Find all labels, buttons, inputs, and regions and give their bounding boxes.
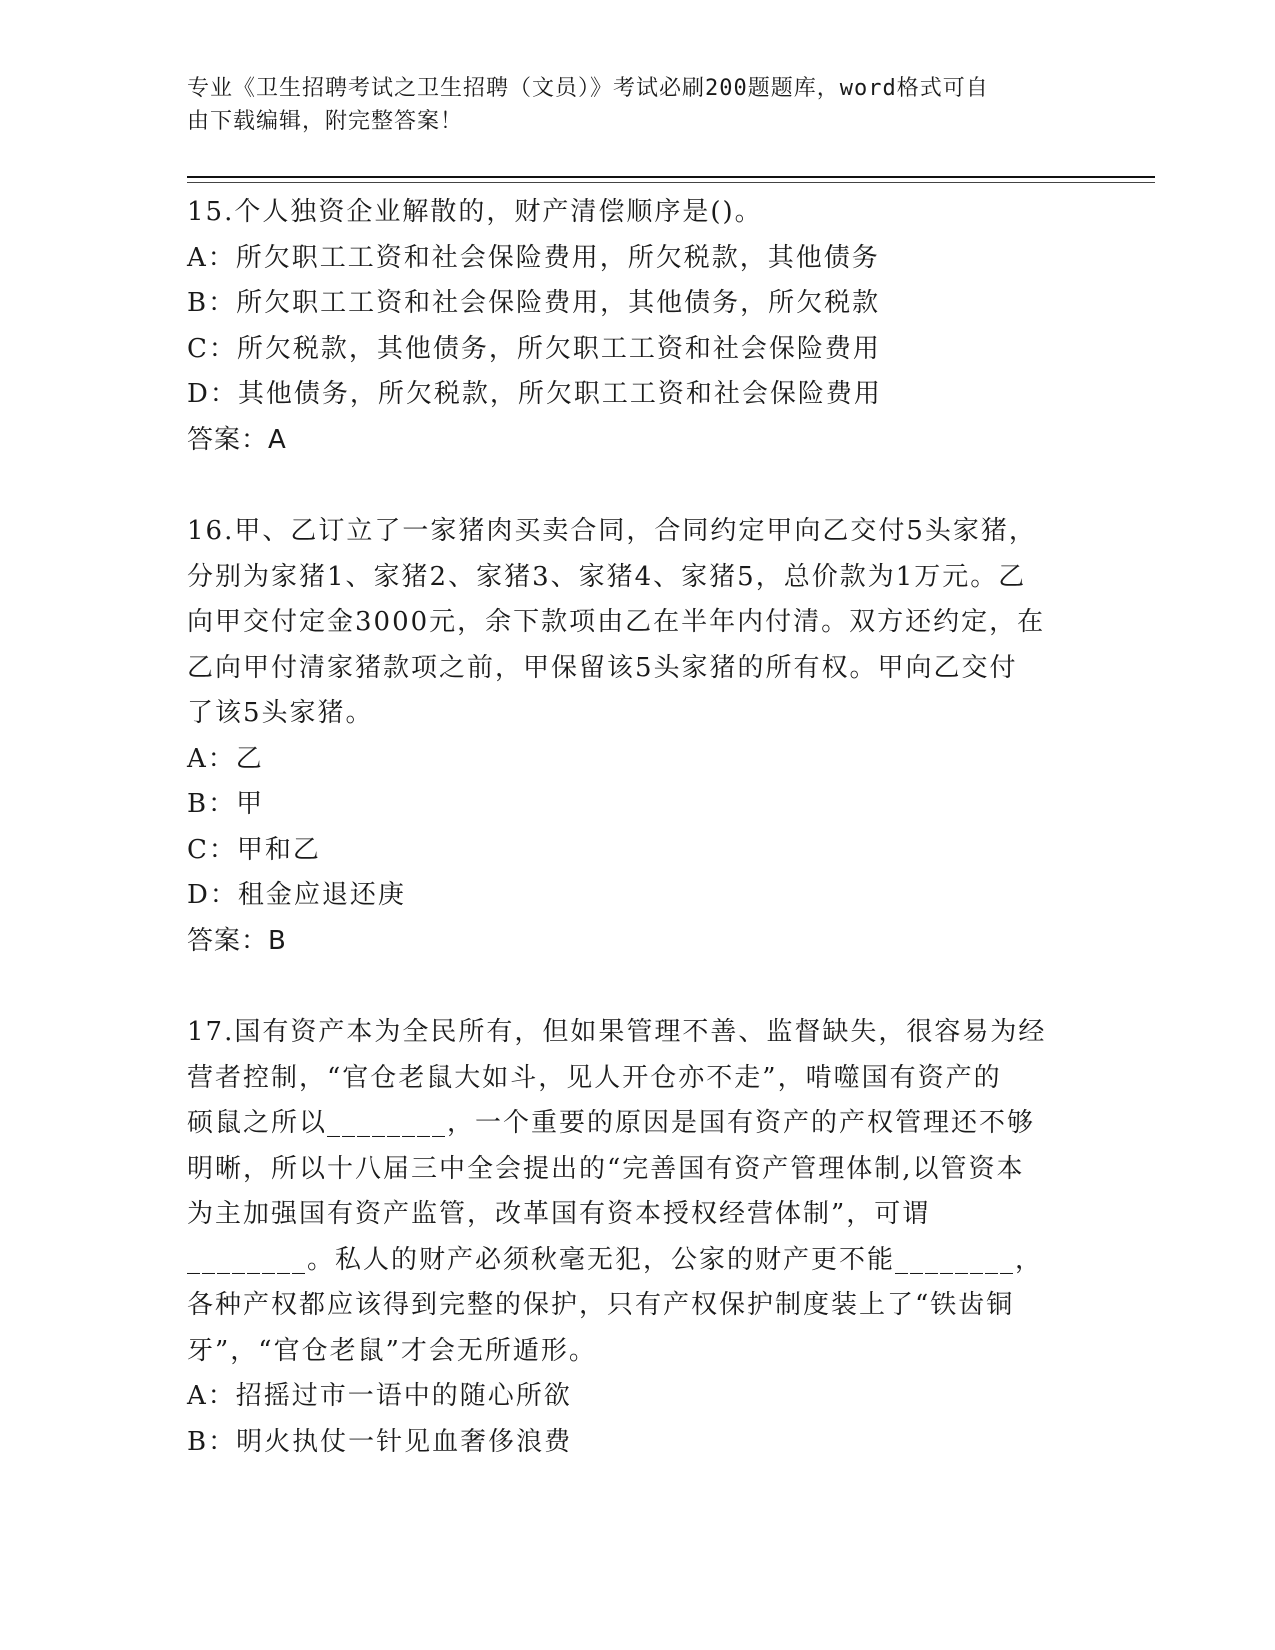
question-stem-line: 分别为家猪1、家猪2、家猪3、家猪4、家猪5，总价款为1万元。乙	[187, 561, 1027, 592]
question-stem-line: 向甲交付定金3000元，余下款项由乙在半年内付清。双方还约定，在	[187, 607, 1046, 637]
question-stem-line: 为主加强国有资产监管，改革国有资本授权经营体制”，可谓	[187, 1199, 931, 1229]
header-line-1: 专业《卫生招聘考试之卫生招聘（文员）》考试必刷200题题库，word格式可自	[187, 76, 989, 101]
header-line-2: 由下载编辑，附完整答案！	[187, 109, 464, 134]
header-rule-thin	[187, 182, 1155, 183]
question-stem-line: ________。私人的财产必须秋毫无犯，公家的财产更不能________，	[187, 1244, 1044, 1275]
question-stem-line: 15.个人独资企业解散的，财产清偿顺序是()。	[187, 197, 763, 227]
answer-option: A：招摇过市一语中的随心所欲	[187, 1381, 572, 1411]
answer-option: A：所欠职工工资和社会保险费用，所欠税款，其他债务	[187, 242, 880, 273]
answer-option: B：甲	[187, 789, 265, 819]
question-stem-line: 明晰，所以十八届三中全会提出的“完善国有资产管理体制,以管资本	[187, 1153, 1025, 1184]
answer-option: A：乙	[187, 743, 264, 774]
answer-option: D：租金应退还庚	[187, 880, 406, 910]
question-block	[187, 1010, 1087, 1465]
answer-option: D：其他债务，所欠税款，所欠职工工资和社会保险费用	[187, 379, 882, 409]
question-stem-line: 17.国有资产本为全民所有，但如果管理不善、监督缺失，很容易为经	[187, 1017, 1047, 1047]
answer-option: B：明火执仗一针见血奢侈浪费	[187, 1426, 573, 1457]
question-stem-line: 16.甲、乙订立了一家猪肉买卖合同，合同约定甲向乙交付5头家猪，	[187, 516, 1037, 546]
question-block	[187, 190, 1087, 463]
question-stem-line: 营者控制，“官仓老鼠大如斗，见人开仓亦不走”，啃噬国有资产的	[187, 1062, 1002, 1093]
answer-option: B：所欠职工工资和社会保险费用，其他债务，所欠税款	[187, 288, 881, 318]
question-stem-line: 牙”，“官仓老鼠”才会无所遁形。	[187, 1335, 597, 1366]
question-stem-line: 乙向甲付清家猪款项之前，甲保留该5头家猪的所有权。甲向乙交付	[187, 652, 1018, 683]
question-list	[187, 190, 1087, 1465]
header-rule-thick	[187, 176, 1155, 178]
document-header	[187, 72, 1067, 138]
answer-option: C：甲和乙	[187, 834, 321, 865]
answer-key: 答案：A	[187, 424, 287, 455]
question-stem-line: 了该5头家猪。	[187, 698, 374, 728]
answer-key: 答案：B	[187, 925, 287, 956]
question-block	[187, 509, 1087, 964]
answer-option: C：所欠税款，其他债务，所欠职工工资和社会保险费用	[187, 333, 881, 364]
question-stem-line: 硕鼠之所以________，一个重要的原因是国有资产的产权管理还不够	[187, 1108, 1036, 1138]
question-stem-line: 各种产权都应该得到完整的保护，只有产权保护制度装上了“铁齿铜	[187, 1290, 1015, 1320]
